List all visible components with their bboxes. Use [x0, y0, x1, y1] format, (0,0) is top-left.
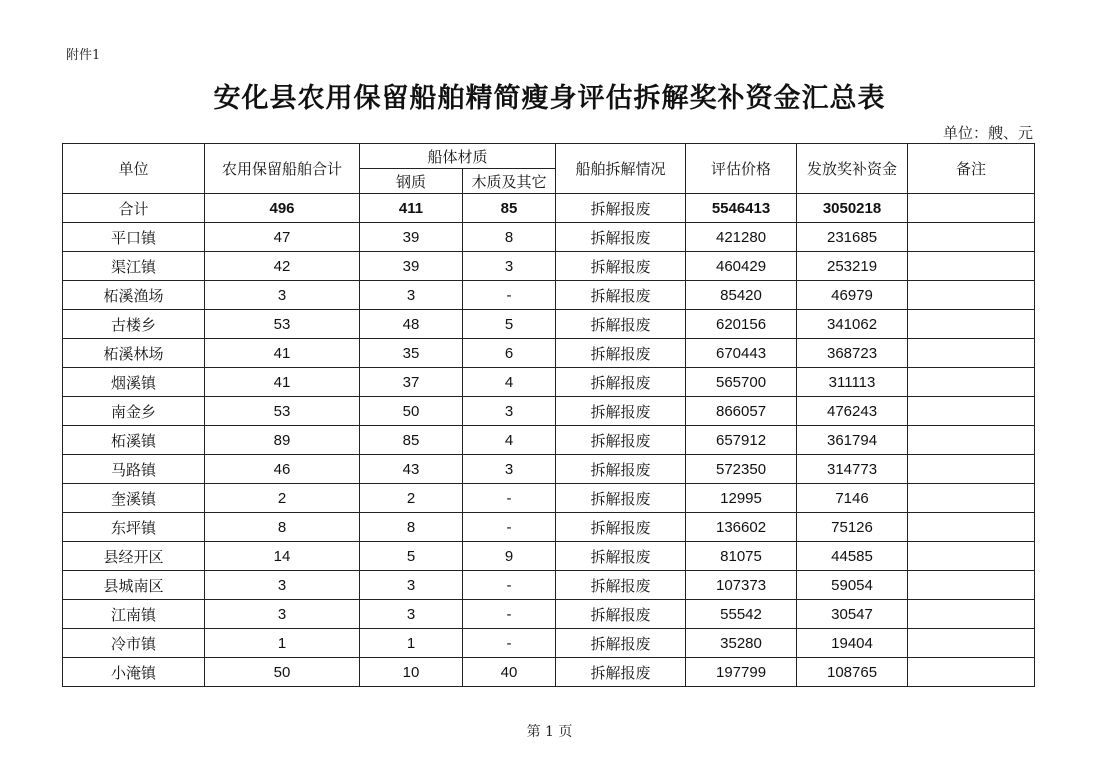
cell-wood: 3	[463, 455, 556, 484]
cell-total: 3	[205, 600, 360, 629]
cell-subsidy: 476243	[797, 397, 908, 426]
cell-wood: 8	[463, 223, 556, 252]
cell-wood: 5	[463, 310, 556, 339]
cell-price: 620156	[686, 310, 797, 339]
table-row	[63, 252, 1035, 281]
cell-status: 拆解报废	[556, 513, 686, 542]
header-price: 评估价格	[686, 144, 797, 194]
table-row	[63, 310, 1035, 339]
cell-unit: 柘溪林场	[63, 339, 205, 368]
cell-unit: 县经开区	[63, 542, 205, 571]
unit-label: 单位：艘、元	[942, 124, 1033, 142]
cell-status: 拆解报废	[556, 426, 686, 455]
cell-subsidy: 46979	[797, 281, 908, 310]
header-steel: 钢质	[360, 169, 463, 194]
cell-steel: 85	[360, 426, 463, 455]
cell-wood: -	[463, 600, 556, 629]
table-row	[63, 455, 1035, 484]
cell-note	[908, 484, 1035, 513]
cell-unit: 马路镇	[63, 455, 205, 484]
cell-total: 89	[205, 426, 360, 455]
cell-unit: 柘溪渔场	[63, 281, 205, 310]
cell-status: 拆解报废	[556, 339, 686, 368]
cell-steel: 43	[360, 455, 463, 484]
cell-subsidy: 30547	[797, 600, 908, 629]
cell-price: 81075	[686, 542, 797, 571]
cell-status: 拆解报废	[556, 397, 686, 426]
page-title: 安化县农用保留船舶精简瘦身评估拆解奖补资金汇总表	[213, 83, 886, 114]
table-row	[63, 281, 1035, 310]
cell-price: 670443	[686, 339, 797, 368]
cell-price: 565700	[686, 368, 797, 397]
cell-price: 55542	[686, 600, 797, 629]
cell-unit: 奎溪镇	[63, 484, 205, 513]
page-number: 第 1 页	[526, 724, 573, 740]
cell-status: 拆解报废	[556, 484, 686, 513]
cell-unit: 平口镇	[63, 223, 205, 252]
cell-status: 拆解报废	[556, 281, 686, 310]
cell-steel: 48	[360, 310, 463, 339]
cell-status: 拆解报废	[556, 310, 686, 339]
cell-price: 657912	[686, 426, 797, 455]
table-row	[63, 484, 1035, 513]
cell-subsidy: 108765	[797, 658, 908, 687]
cell-wood: -	[463, 629, 556, 658]
cell-steel: 2	[360, 484, 463, 513]
cell-total: 3	[205, 571, 360, 600]
cell-note	[908, 281, 1035, 310]
cell-wood: -	[463, 571, 556, 600]
cell-steel: 3	[360, 600, 463, 629]
header-material: 船体材质	[360, 144, 556, 169]
cell-steel: 39	[360, 252, 463, 281]
cell-total: 496	[205, 194, 360, 223]
cell-status: 拆解报废	[556, 455, 686, 484]
cell-status: 拆解报废	[556, 629, 686, 658]
header-wood: 木质及其它	[463, 169, 556, 194]
cell-subsidy: 314773	[797, 455, 908, 484]
cell-unit: 东坪镇	[63, 513, 205, 542]
cell-subsidy: 59054	[797, 571, 908, 600]
cell-total: 42	[205, 252, 360, 281]
cell-note	[908, 658, 1035, 687]
cell-total: 14	[205, 542, 360, 571]
attachment-label: 附件1	[66, 48, 101, 63]
cell-wood: 3	[463, 252, 556, 281]
table-row	[63, 223, 1035, 252]
table-row	[63, 368, 1035, 397]
cell-price: 107373	[686, 571, 797, 600]
cell-note	[908, 426, 1035, 455]
cell-price: 572350	[686, 455, 797, 484]
cell-steel: 1	[360, 629, 463, 658]
table-row	[63, 513, 1035, 542]
cell-wood: 40	[463, 658, 556, 687]
summary-table	[62, 143, 1035, 687]
cell-unit: 古楼乡	[63, 310, 205, 339]
cell-price: 460429	[686, 252, 797, 281]
cell-status: 拆解报废	[556, 658, 686, 687]
table-row	[63, 397, 1035, 426]
cell-note	[908, 339, 1035, 368]
cell-unit: 柘溪镇	[63, 426, 205, 455]
table-row	[63, 542, 1035, 571]
cell-subsidy: 75126	[797, 513, 908, 542]
cell-status: 拆解报废	[556, 571, 686, 600]
table-row	[63, 629, 1035, 658]
cell-unit: 南金乡	[63, 397, 205, 426]
cell-wood: -	[463, 281, 556, 310]
cell-steel: 8	[360, 513, 463, 542]
header-note: 备注	[908, 144, 1035, 194]
cell-price: 136602	[686, 513, 797, 542]
cell-unit: 冷市镇	[63, 629, 205, 658]
cell-unit: 县城南区	[63, 571, 205, 600]
cell-total: 41	[205, 368, 360, 397]
cell-subsidy: 341062	[797, 310, 908, 339]
cell-price: 421280	[686, 223, 797, 252]
cell-total: 3	[205, 281, 360, 310]
cell-note	[908, 629, 1035, 658]
cell-status: 拆解报废	[556, 600, 686, 629]
cell-note	[908, 223, 1035, 252]
cell-total: 53	[205, 397, 360, 426]
header-unit: 单位	[63, 144, 205, 194]
cell-subsidy: 19404	[797, 629, 908, 658]
cell-steel: 35	[360, 339, 463, 368]
cell-note	[908, 600, 1035, 629]
table-row	[63, 600, 1035, 629]
cell-total: 1	[205, 629, 360, 658]
table-row	[63, 571, 1035, 600]
cell-wood: 9	[463, 542, 556, 571]
cell-total: 53	[205, 310, 360, 339]
table-row	[63, 658, 1035, 687]
table-row	[63, 339, 1035, 368]
cell-price: 35280	[686, 629, 797, 658]
cell-steel: 3	[360, 281, 463, 310]
cell-steel: 37	[360, 368, 463, 397]
cell-total: 41	[205, 339, 360, 368]
cell-note	[908, 194, 1035, 223]
cell-price: 5546413	[686, 194, 797, 223]
cell-steel: 411	[360, 194, 463, 223]
cell-wood: 4	[463, 426, 556, 455]
cell-price: 197799	[686, 658, 797, 687]
cell-note	[908, 310, 1035, 339]
cell-total: 46	[205, 455, 360, 484]
total-row	[63, 194, 1035, 223]
cell-unit: 渠江镇	[63, 252, 205, 281]
cell-subsidy: 231685	[797, 223, 908, 252]
cell-total: 50	[205, 658, 360, 687]
cell-note	[908, 455, 1035, 484]
cell-wood: -	[463, 484, 556, 513]
cell-price: 85420	[686, 281, 797, 310]
cell-subsidy: 311113	[797, 368, 908, 397]
cell-price: 12995	[686, 484, 797, 513]
cell-steel: 39	[360, 223, 463, 252]
cell-note	[908, 368, 1035, 397]
cell-steel: 50	[360, 397, 463, 426]
cell-steel: 10	[360, 658, 463, 687]
cell-subsidy: 253219	[797, 252, 908, 281]
cell-total: 47	[205, 223, 360, 252]
cell-steel: 3	[360, 571, 463, 600]
cell-unit: 合计	[63, 194, 205, 223]
cell-status: 拆解报废	[556, 542, 686, 571]
cell-unit: 小淹镇	[63, 658, 205, 687]
cell-steel: 5	[360, 542, 463, 571]
cell-unit: 江南镇	[63, 600, 205, 629]
cell-wood: 4	[463, 368, 556, 397]
cell-wood: 85	[463, 194, 556, 223]
table-row	[63, 426, 1035, 455]
header-total: 农用保留船舶合计	[205, 144, 360, 194]
cell-note	[908, 513, 1035, 542]
cell-wood: 6	[463, 339, 556, 368]
cell-price: 866057	[686, 397, 797, 426]
cell-status: 拆解报废	[556, 194, 686, 223]
cell-total: 8	[205, 513, 360, 542]
cell-subsidy: 3050218	[797, 194, 908, 223]
cell-subsidy: 368723	[797, 339, 908, 368]
cell-status: 拆解报废	[556, 252, 686, 281]
cell-subsidy: 361794	[797, 426, 908, 455]
cell-unit: 烟溪镇	[63, 368, 205, 397]
cell-subsidy: 7146	[797, 484, 908, 513]
cell-note	[908, 397, 1035, 426]
cell-status: 拆解报废	[556, 223, 686, 252]
header-status: 船舶拆解情况	[556, 144, 686, 194]
cell-note	[908, 252, 1035, 281]
cell-subsidy: 44585	[797, 542, 908, 571]
cell-status: 拆解报废	[556, 368, 686, 397]
cell-note	[908, 571, 1035, 600]
cell-total: 2	[205, 484, 360, 513]
cell-note	[908, 542, 1035, 571]
header-subsidy: 发放奖补资金	[797, 144, 908, 194]
cell-wood: 3	[463, 397, 556, 426]
cell-wood: -	[463, 513, 556, 542]
